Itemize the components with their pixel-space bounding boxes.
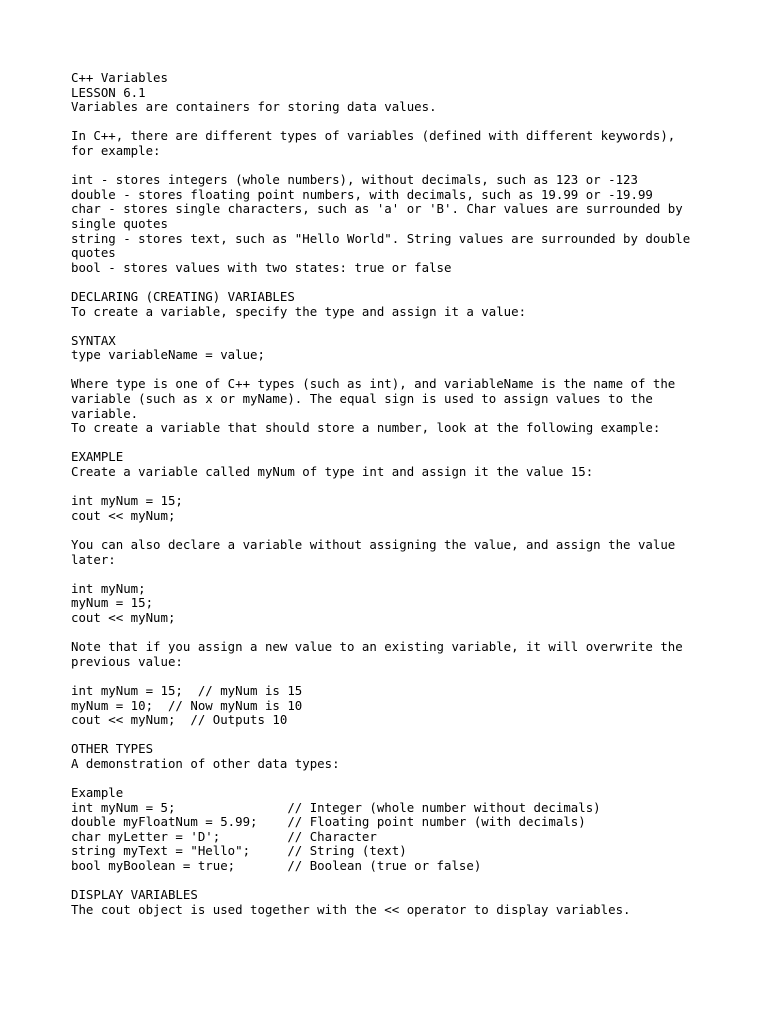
code-block-3 [71, 684, 711, 728]
display-section [71, 888, 711, 917]
lesson-number: LESSON 6.1 [71, 84, 146, 100]
code-line: bool myBoolean = true; // Boolean (true or false) [71, 858, 482, 874]
code-line: int myNum = 15; // myNum is 15 [71, 682, 303, 698]
code-line: string myText = "Hello"; // String (text) [71, 843, 407, 859]
text-line: for example: [71, 142, 161, 158]
code-line: cout << myNum; [71, 507, 176, 523]
intro-paragraph [71, 129, 711, 158]
code-block-1 [71, 494, 711, 523]
section-heading: EXAMPLE [71, 449, 124, 465]
type-string-line: string - stores text, such as "Hello World". String values are surrounded by double [71, 230, 691, 246]
section-heading: SYNTAX [71, 332, 116, 348]
text-line: A demonstration of other data types: [71, 755, 340, 771]
text-line: variable (such as x or myName). The equal sign is used to assign values to the [71, 391, 653, 407]
code-line: double myFloatNum = 5.99; // Floating point number (with decimals) [71, 814, 586, 830]
code-line: myNum = 10; // Now myNum is 10 [71, 697, 303, 713]
text-line: In C++, there are different types of variables (defined with different keywords), [71, 128, 676, 144]
section-heading: DISPLAY VARIABLES [71, 887, 198, 903]
syntax-section [71, 334, 711, 363]
other-types-section [71, 742, 711, 771]
type-string-line-cont: quotes [71, 245, 116, 261]
text-line: You can also declare a variable without assigning the value, and assign the value [71, 537, 676, 552]
example-section [71, 450, 711, 479]
code-line: cout << myNum; [71, 609, 176, 625]
type-bool-line: bool - stores values with two states: true or false [71, 259, 452, 275]
type-int-line: int - stores integers (whole numbers), without decimals, such as 123 or -123 [71, 172, 638, 188]
text-line: To create a variable, specify the type and assign it a value: [71, 303, 527, 319]
lesson-header [71, 71, 711, 115]
text-line: Where type is one of C++ types (such as int), and variableName is the name of the [71, 376, 676, 392]
text-line: previous value: [71, 653, 183, 669]
type-char-line: char - stores single characters, such as 'a' or 'B'. Char values are surrounded by [71, 201, 683, 217]
code-line: int myNum; [71, 580, 146, 596]
code-block-2 [71, 582, 711, 626]
code-line: cout << myNum; // Outputs 10 [71, 712, 288, 728]
code-line: type variableName = value; [71, 347, 265, 363]
text-line: variable. [71, 405, 139, 421]
note-paragraph [71, 640, 711, 669]
type-double-line: double - stores floating point numbers, with decimals, such as 19.99 or -19.99 [71, 186, 653, 202]
document-page [71, 71, 711, 917]
where-type-paragraph [71, 377, 711, 435]
code-block-4 [71, 786, 711, 874]
declaring-section [71, 290, 711, 319]
section-heading: OTHER TYPES [71, 741, 154, 757]
also-declare-paragraph [71, 538, 711, 567]
lesson-title: C++ Variables [71, 70, 168, 85]
text-line: Create a variable called myNum of type int and assign it the value 15: [71, 464, 594, 480]
lesson-summary: Variables are containers for storing data values. [71, 99, 437, 115]
code-line: int myNum = 5; // Integer (whole number without decimals) [71, 799, 601, 815]
section-heading: DECLARING (CREATING) VARIABLES [71, 288, 295, 304]
code-line: myNum = 15; [71, 595, 154, 611]
code-line: char myLetter = 'D'; // Character [71, 828, 377, 844]
text-line: later: [71, 551, 116, 567]
text-line: To create a variable that should store a number, look at the following example: [71, 420, 661, 436]
example-label: Example [71, 785, 124, 801]
type-char-line-cont: single quotes [71, 215, 168, 231]
text-line: Note that if you assign a new value to an existing variable, it will overwrite the [71, 639, 683, 655]
types-list [71, 173, 711, 275]
code-line: int myNum = 15; [71, 493, 183, 509]
text-line: The cout object is used together with the << operator to display variables. [71, 901, 631, 917]
